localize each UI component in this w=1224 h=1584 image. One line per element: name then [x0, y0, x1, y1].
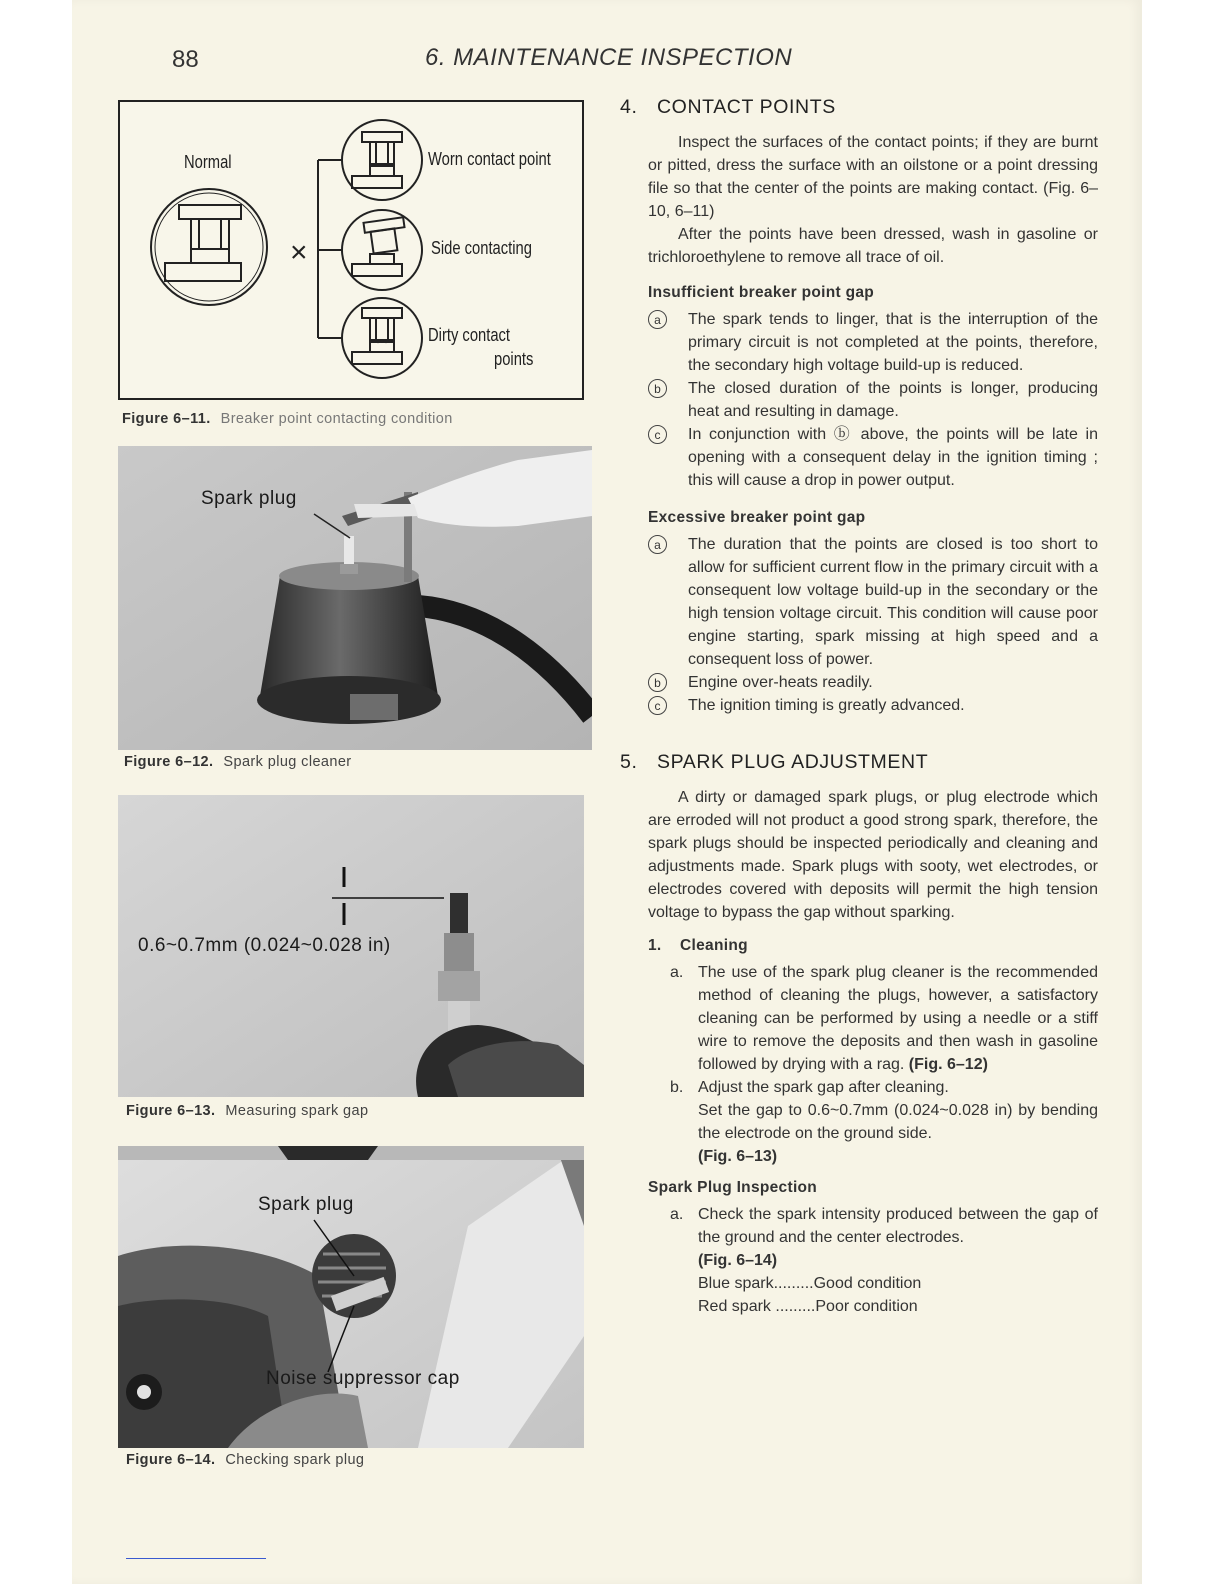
- cleaning-title: Cleaning: [680, 937, 748, 954]
- chapter-title: 6. MAINTENANCE INSPECTION: [425, 44, 793, 71]
- label-spark-plug: Spark plug: [258, 1194, 354, 1215]
- list-item: [648, 423, 1098, 492]
- list-item: [648, 377, 1098, 423]
- figure-reference: (Fig. 6–13): [698, 1148, 778, 1165]
- spark-plug-cleaner-image: [118, 446, 592, 750]
- side-contacting-circle: [342, 210, 422, 290]
- caption-text: Measuring spark gap: [225, 1103, 369, 1119]
- list-marker: a.: [670, 1206, 684, 1223]
- caption-figure-6-14: [126, 1452, 364, 1468]
- cleaning-number: 1.: [648, 937, 662, 954]
- list-item: [648, 533, 1098, 671]
- red-spark-condition: Red spark .........Poor condition: [698, 1298, 918, 1315]
- circled-letter-c: c: [648, 425, 667, 444]
- normal-upper-cap: [179, 205, 241, 219]
- section-number: 5.: [620, 751, 638, 773]
- section-4-paragraph-2: After the points have been dressed, wash in gasoline or trichloroethylene to remove all trace of oil.: [648, 226, 1098, 266]
- label-side-contacting: Side contacting: [431, 238, 532, 258]
- inspection-item-a: [670, 1203, 1098, 1318]
- cleaning-heading: [648, 934, 1098, 957]
- section-5-paragraph-1: A dirty or damaged spark plugs, or plug electrode which are erroded will not product a good strong spark, therefore, the spark plugs should be inspected periodically and cleaning and adjustments made. Spark plugs with sooty, wet electrodes, or electrodes covered with deposits will permit the high tension voltage to bypass the gap without sparking.: [648, 789, 1098, 921]
- section-heading: SPARK PLUG ADJUSTMENT: [657, 751, 929, 773]
- spark-plug-inspection-heading: Spark Plug Inspection: [648, 1179, 818, 1196]
- list-item-text: Engine over-heats readily.: [688, 674, 873, 691]
- right-column-text: [620, 96, 1098, 1318]
- list-item-text: The duration that the points are closed is too short to allow for sufficient current flow in the primary circuit with a consequent low voltage build-up in the secondary or the high tension voltage circuit. This condition will cause poor engine starting, spark missing at high speed and a consequent loss of power.: [688, 536, 1098, 668]
- caption-text: Spark plug cleaner: [223, 754, 352, 770]
- circled-letter-c: c: [648, 696, 667, 715]
- list-item-text: The ignition timing is greatly advanced.: [688, 697, 965, 714]
- cleaning-item-a: [670, 961, 1098, 1076]
- figure-reference: (Fig. 6–12): [908, 1056, 988, 1073]
- normal-lower-base: [165, 263, 241, 281]
- caption-number: Figure 6–12.: [124, 754, 214, 770]
- list-item-text: The spark tends to linger, that is the interruption of the primary circuit is not completed at the points, therefore, the secondary high voltage build-up is reduced.: [688, 311, 1098, 374]
- list-item-text: Adjust the spark gap after cleaning.: [698, 1079, 949, 1096]
- section-5-title: [620, 751, 1098, 774]
- list-marker: b.: [670, 1079, 684, 1096]
- caption-number: Figure 6–13.: [126, 1103, 216, 1119]
- list-item-text: Check the spark intensity produced between the gap of the ground and the center electrodes.: [698, 1206, 1098, 1246]
- list-item: [648, 694, 1098, 717]
- caption-figure-6-13: [126, 1103, 368, 1119]
- page-number: 88: [172, 46, 199, 73]
- figure-reference: (Fig. 6–14): [698, 1252, 778, 1269]
- excessive-gap-heading: Excessive breaker point gap: [648, 509, 866, 526]
- dirty-points-circle: [342, 298, 422, 378]
- circled-letter-b: b: [648, 673, 667, 692]
- section-4-title: [620, 96, 1098, 119]
- caption-text: Checking spark plug: [225, 1452, 365, 1468]
- normal-points-circle: [151, 189, 267, 305]
- label-gap-size: 0.6~0.7mm (0.024~0.028 in): [138, 935, 391, 956]
- list-item-text: The use of the spark plug cleaner is the recommended method of cleaning the plugs, however, a satisfactory cleaning can be performed by using a needle or a stiff wire to remove the deposits and then wash in gasoline followed by drying with a rag.: [698, 964, 1098, 1073]
- section-4-paragraph-1: Inspect the surfaces of the contact points; if they are burnt or pitted, dress the surface with an oilstone or a point dressing file so that the center of the points are making contact. (Fig. 6–10, 6–11): [648, 134, 1098, 220]
- list-marker: a.: [670, 964, 684, 981]
- list-item: [648, 308, 1098, 377]
- circled-letter-b: b: [648, 379, 667, 398]
- cross-mark: ×: [290, 236, 308, 269]
- figure-6-14-photo: [118, 1146, 584, 1448]
- label-dirty-points: points: [494, 349, 534, 369]
- insufficient-gap-heading: Insufficient breaker point gap: [648, 284, 875, 301]
- blue-spark-condition: Blue spark.........Good condition: [698, 1275, 922, 1292]
- caption-figure-6-12: [124, 754, 352, 770]
- label-dirty-contact: Dirty contact: [428, 325, 511, 345]
- figure-6-13-photo: [118, 795, 584, 1097]
- caption-text: Breaker point contacting condition: [220, 411, 453, 427]
- circled-letter-a: a: [648, 535, 667, 554]
- cleaning-item-b: [670, 1076, 1098, 1168]
- list-item-text: The closed duration of the points is longer, producing heat and resulting in damage.: [688, 380, 1098, 420]
- caption-number: Figure 6–11.: [122, 411, 211, 427]
- figure-6-11-diagram: [118, 100, 584, 400]
- caption-figure-6-11: [122, 411, 453, 427]
- list-item-text: Set the gap to 0.6~0.7mm (0.024~0.028 in) by bending the electrode on the ground side.: [698, 1102, 1098, 1142]
- label-worn-contact: Worn contact point: [428, 149, 551, 169]
- footer-rule: [126, 1558, 266, 1559]
- list-item-text: In conjunction with ⓑ above, the points will be late in opening with a consequent delay in the ignition timing ; this will cause a drop in power output.: [688, 426, 1098, 489]
- label-normal: Normal: [184, 152, 232, 172]
- label-noise-suppressor-cap: Noise suppressor cap: [266, 1368, 460, 1389]
- figure-6-12-photo: [118, 446, 592, 750]
- circled-letter-a: a: [648, 310, 667, 329]
- label-spark-plug: Spark plug: [201, 488, 297, 509]
- section-number: 4.: [620, 96, 638, 118]
- list-item: [648, 671, 1098, 694]
- caption-number: Figure 6–14.: [126, 1452, 216, 1468]
- section-heading: CONTACT POINTS: [657, 96, 836, 118]
- checking-spark-plug-image: [118, 1146, 584, 1448]
